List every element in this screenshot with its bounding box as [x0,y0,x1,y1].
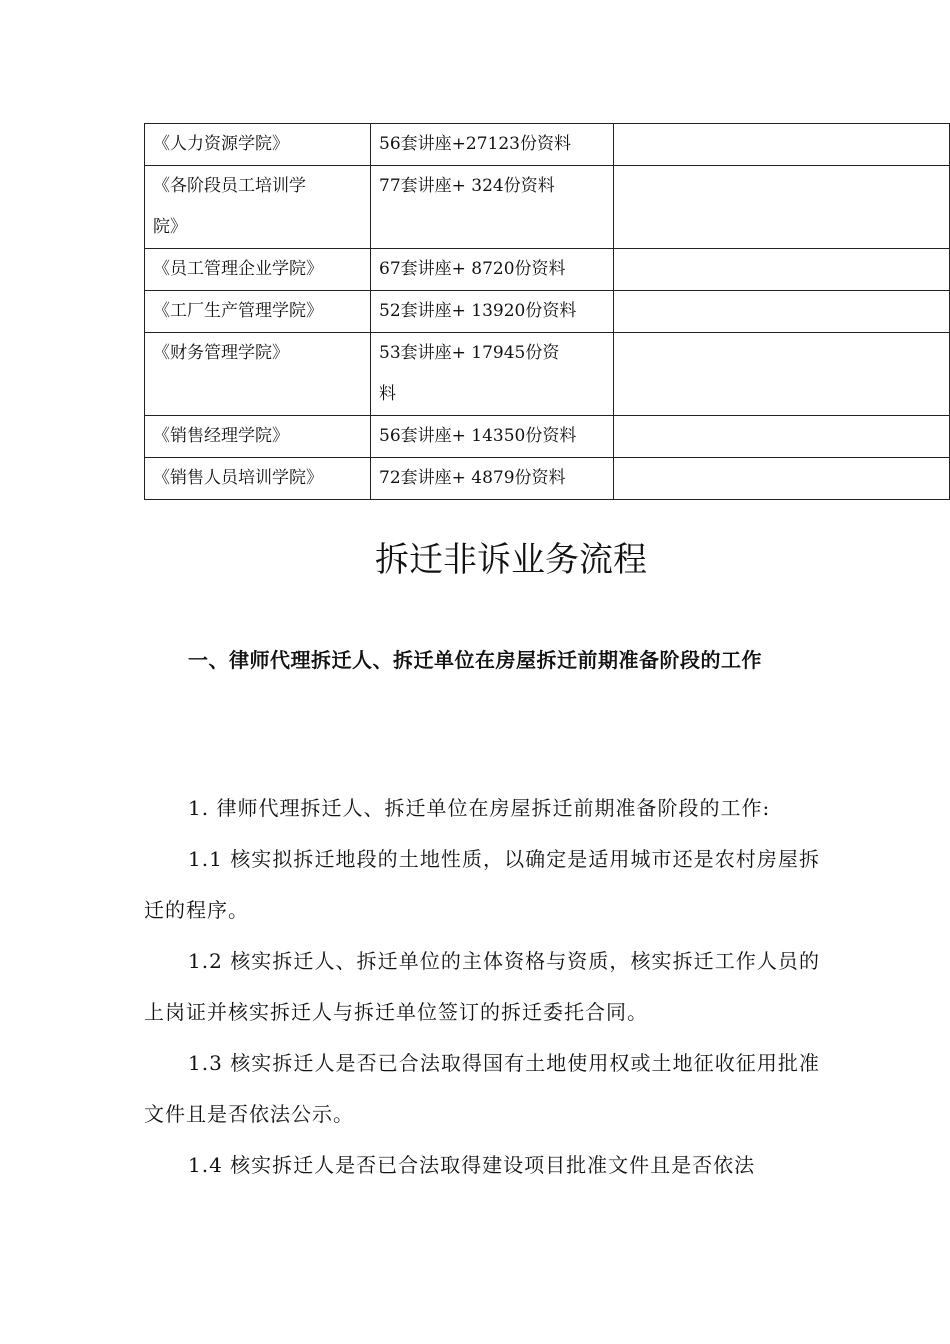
empty-cell [614,458,950,500]
table-row [145,249,950,291]
academy-name-cell: 《员工管理企业学院》 [145,249,371,291]
academy-name-cell: 《人力资源学院》 [145,124,371,166]
resource-table [144,123,950,500]
resource-count-cell: 67套讲座+ 8720份资料 [371,249,614,291]
paragraph: 1. 律师代理拆迁人、拆迁单位在房屋拆迁前期准备阶段的工作: [188,796,771,820]
paragraph: 1.2 核实拆迁人、拆迁单位的主体资格与资质，核实拆迁工作人员的上岗证并核实拆迁人与拆迁单位签订的拆迁委托合同。 [144,949,820,1024]
paragraph: 1.1 核实拟拆迁地段的土地性质，以确定是适用城市还是农村房屋拆迁的程序。 [144,847,820,922]
table-row [145,458,950,500]
academy-name-cell: 《各阶段员工培训学 院》 [145,166,371,249]
academy-name-cell: 《销售人员培训学院》 [145,458,371,500]
empty-cell [614,416,950,458]
empty-cell [614,124,950,166]
empty-cell [614,333,950,416]
empty-cell [614,166,950,249]
resource-count-cell: 56套讲座+ 14350份资料 [371,416,614,458]
table-row [145,416,950,458]
document-title: 拆迁非诉业务流程 [375,540,647,580]
resource-count-cell: 77套讲座+ 324份资料 [371,166,614,249]
body-text [144,783,820,1191]
academy-name-cell: 《工厂生产管理学院》 [145,291,371,333]
empty-cell [614,291,950,333]
academy-name-cell: 《销售经理学院》 [145,416,371,458]
table-row [145,333,950,416]
section-heading: 一、律师代理拆迁人、拆迁单位在房屋拆迁前期准备阶段的工作 [188,648,762,672]
resource-count-cell: 72套讲座+ 4879份资料 [371,458,614,500]
resource-count-cell: 52套讲座+ 13920份资料 [371,291,614,333]
table-row [145,166,950,249]
table-row [145,124,950,166]
resource-count-cell: 56套讲座+27123份资料 [371,124,614,166]
empty-cell [614,249,950,291]
academy-name-cell: 《财务管理学院》 [145,333,371,416]
resource-count-cell: 53套讲座+ 17945份资 料 [371,333,614,416]
table-row [145,291,950,333]
paragraph: 1.4 核实拆迁人是否已合法取得建设项目批准文件且是否依法 [188,1153,756,1177]
paragraph: 1.3 核实拆迁人是否已合法取得国有土地使用权或土地征收征用批准文件且是否依法公示。 [144,1051,820,1126]
